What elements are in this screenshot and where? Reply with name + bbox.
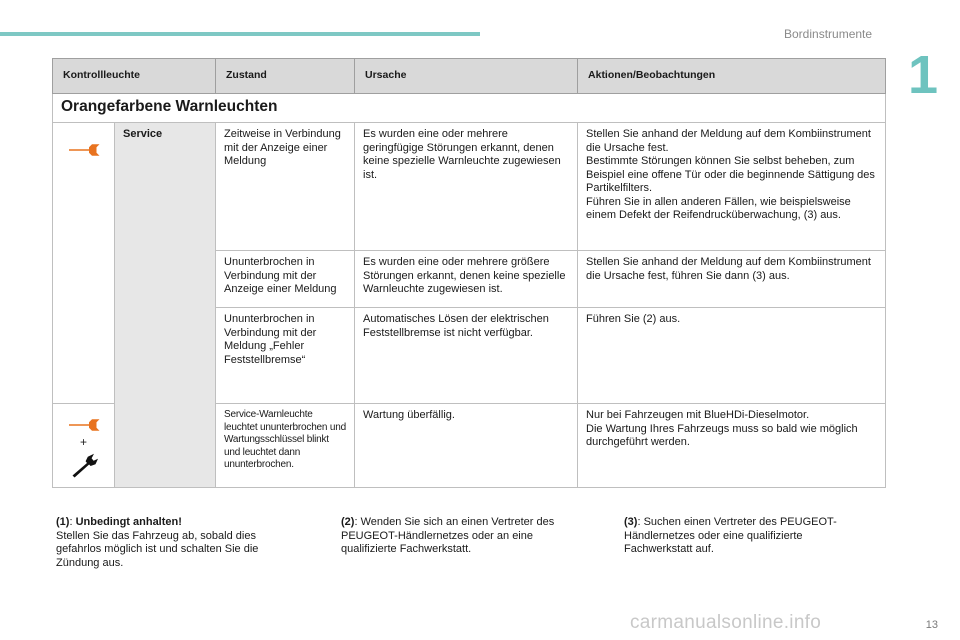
warning-name: Service bbox=[115, 123, 216, 488]
chapter-number: 1 bbox=[908, 45, 939, 105]
wrench-black-icon bbox=[69, 452, 99, 483]
footnote-1: (1): Unbedingt anhalten! Stellen Sie das Fahrzeug ab, sobald dies gefahrlos möglich ist und schalten Sie die Zündung aus. bbox=[56, 516, 259, 569]
footnote-3-ref: (3) bbox=[624, 516, 638, 528]
header-accent-bar bbox=[0, 32, 480, 36]
aktion-cell: Nur bei Fahrzeugen mit BlueHDi-Dieselmotor. Die Wartung Ihres Fahrzeugs muss so bald wie möglich durchgeführt werden. bbox=[578, 404, 886, 488]
wrench-orange-icon bbox=[67, 142, 101, 163]
header-kontrollleuchte: Kontrollleuchte bbox=[53, 59, 216, 94]
footnote-1-ref: (1) bbox=[56, 516, 70, 528]
group-title: Orangefarbene Warnleuchten bbox=[61, 98, 278, 115]
icon-cell bbox=[53, 404, 115, 488]
footnote-3-text: Suchen einen Vertreter des PEUGEOT-Händlernetzes oder eine qualifizierte Fachwerkstatt auf. bbox=[624, 516, 837, 555]
icon-cell bbox=[53, 123, 115, 404]
header-zustand: Zustand bbox=[216, 59, 355, 94]
section-title: Bordinstrumente bbox=[784, 27, 873, 41]
header-ursache: Ursache bbox=[355, 59, 578, 94]
zustand-cell: Ununterbrochen in Verbindung mit der Meldung „Fehler Feststellbremse“ bbox=[216, 308, 355, 404]
footnote-2-text: Wenden Sie sich an einen Vertreter des PEUGEOT-Händlernetzes oder an eine qualifizierte Fachwerkstatt. bbox=[341, 516, 555, 555]
aktion-cell: Stellen Sie anhand der Meldung auf dem Kombiinstrument die Ursache fest, führen Sie dann (3) aus. bbox=[578, 251, 886, 308]
aktion-cell: Führen Sie (2) aus. bbox=[578, 308, 886, 404]
zustand-cell: Service-Warnleuchte leuchtet ununterbrochen und Wartungsschlüssel blinkt und leuchtet dann ununterbrochen. bbox=[216, 404, 355, 488]
footnote-1-title: Unbedingt anhalten! bbox=[75, 516, 182, 528]
watermark: carmanualsonline.info bbox=[630, 612, 822, 633]
table-row bbox=[53, 123, 886, 251]
ursache-cell: Es wurden eine oder mehrere größere Störungen erkannt, denen keine spezielle Warnleuchte zugewiesen ist. bbox=[355, 251, 578, 308]
zustand-cell: Zeitweise in Verbindung mit der Anzeige einer Meldung bbox=[216, 123, 355, 251]
group-row bbox=[53, 94, 886, 123]
footnote-1-text: Stellen Sie das Fahrzeug ab, sobald dies gefahrlos möglich ist und schalten Sie die Zündung aus. bbox=[56, 529, 259, 569]
footnote-2: (2): Wenden Sie sich an einen Vertreter des PEUGEOT-Händlernetzes oder an eine qualifizierte Fachwerkstatt. bbox=[341, 516, 555, 555]
ursache-cell: Wartung überfällig. bbox=[355, 404, 578, 488]
warning-lights-table bbox=[52, 58, 886, 488]
page-number: 13 bbox=[925, 619, 938, 631]
zustand-cell: Ununterbrochen in Verbindung mit der Anzeige einer Meldung bbox=[216, 251, 355, 308]
footnote-2-ref: (2) bbox=[341, 516, 355, 528]
header-aktionen: Aktionen/Beobachtungen bbox=[578, 59, 886, 94]
plus-sign: + bbox=[79, 434, 87, 449]
ursache-cell: Automatisches Lösen der elektrischen Feststellbremse ist nicht verfügbar. bbox=[355, 308, 578, 404]
aktion-cell: Stellen Sie anhand der Meldung auf dem Kombiinstrument die Ursache fest. Bestimmte Störungen können Sie selbst beheben, zum Beispiel eine offene Tür oder die beginnende Sättigung des Partikelfilters. Führen Sie in allen anderen Fällen, wie beispielsweise einem Defekt der Reifendrucküberwachung, (3) aus. bbox=[578, 123, 886, 251]
footnote-3: (3): Suchen einen Vertreter des PEUGEOT-Händlernetzes oder eine qualifizierte Fachwerkstatt auf. bbox=[624, 516, 837, 555]
table-header-row bbox=[53, 59, 886, 94]
ursache-cell: Es wurden eine oder mehrere geringfügige Störungen erkannt, denen keine spezielle Warnleuchte zugewiesen ist. bbox=[355, 123, 578, 251]
